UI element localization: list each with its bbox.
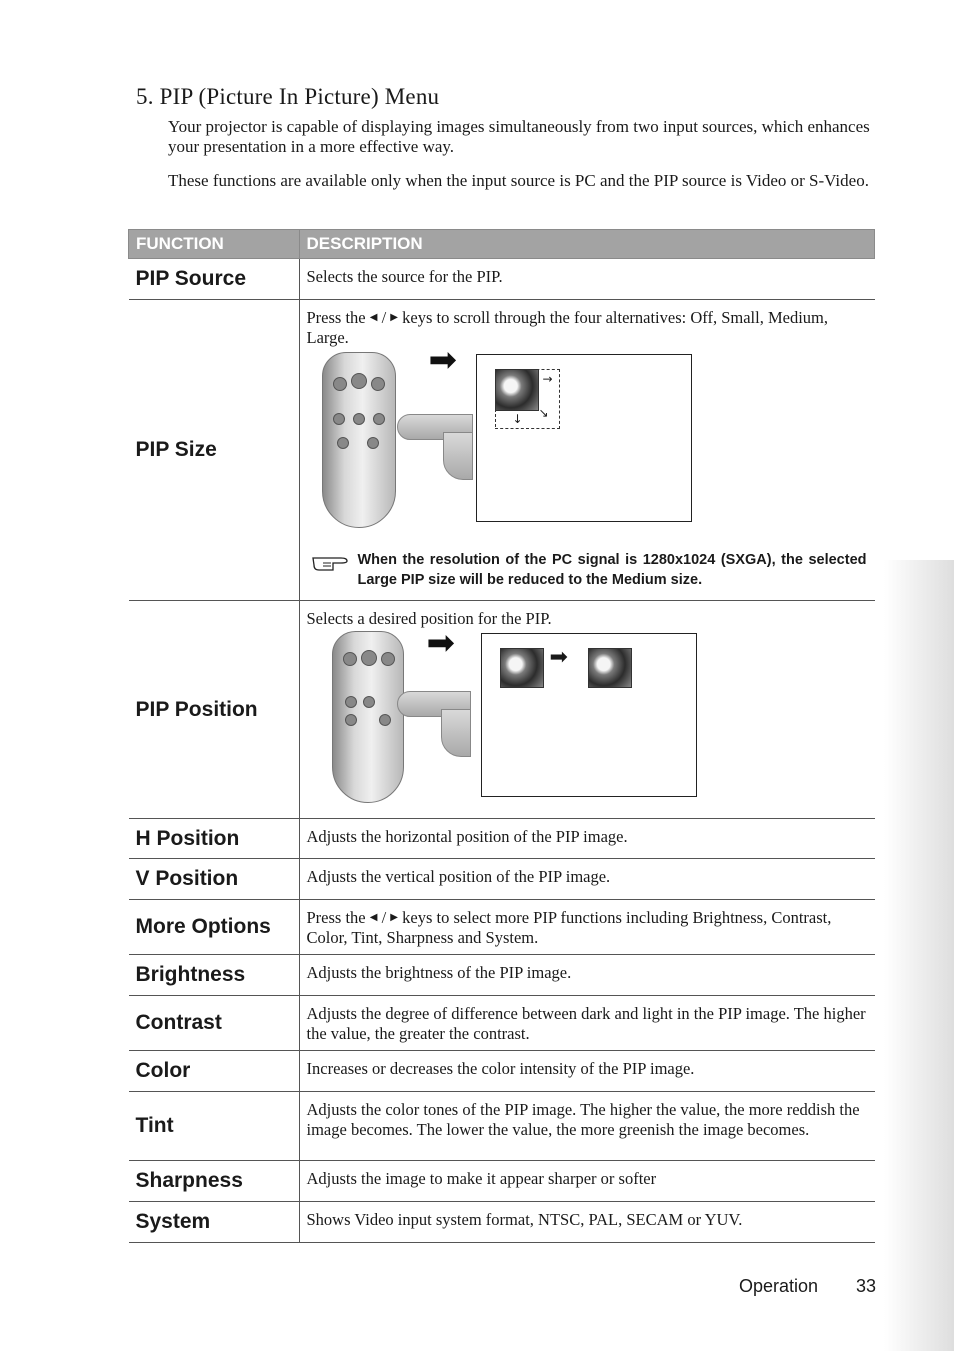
header-function: FUNCTION <box>129 230 300 259</box>
intro-paragraph-2: These functions are available only when the input source is PC and the PIP source is Video or S-Video. <box>168 171 869 190</box>
table-row <box>129 601 875 819</box>
header-description: DESCRIPTION <box>299 230 875 259</box>
function-pip-source: PIP Source <box>129 259 300 300</box>
table-row <box>129 955 875 996</box>
table-row <box>129 1161 875 1202</box>
remote-control-image <box>332 631 404 803</box>
screen-diagram <box>476 354 692 522</box>
table-header-row <box>129 230 875 259</box>
description-more-options: Press the ◀ / ▶ keys to select more PIP functions including Brightness, Contrast, Color, Tint, Sharpness and System. <box>299 900 875 955</box>
description-color: Increases or decreases the color intensity of the PIP image. <box>299 1051 875 1092</box>
function-v-position: V Position <box>129 859 300 900</box>
description-pip-size <box>299 300 875 601</box>
pip-size-text: Press the ◀ / ▶ keys to scroll through the four alternatives: Off, Small, Medium, Large. <box>306 308 828 347</box>
function-color: Color <box>129 1051 300 1092</box>
description-pip-position: Selects a desired position for the PIP. ➡ ➡ <box>299 601 875 819</box>
pip-size-illustration <box>307 340 867 548</box>
function-contrast: Contrast <box>129 996 300 1051</box>
intro-paragraph-1: Your projector is capable of displaying images simultaneously from two input sources, which enhances your presentation in a more effective way. <box>168 117 870 156</box>
description-h-position: Adjusts the horizontal position of the PIP image. <box>299 819 875 859</box>
footer-page-number: 33 <box>856 1276 877 1296</box>
table-row <box>129 859 875 900</box>
pip-image-before <box>500 648 544 688</box>
table-row <box>129 1202 875 1243</box>
table-row <box>129 1092 875 1161</box>
description-contrast: Adjusts the degree of difference between dark and light in the PIP image. The higher the value, the greater the contrast. <box>299 996 875 1051</box>
right-triangle-key-icon: ▶ <box>390 912 398 923</box>
description-sharpness: Adjusts the image to make it appear sharper or softer <box>299 1161 875 1202</box>
function-sharpness: Sharpness <box>129 1161 300 1202</box>
page-background-decoration <box>884 560 954 1351</box>
expand-diagonal-arrow-icon: ↘ <box>538 406 549 420</box>
right-arrow-icon: ➡ <box>428 340 457 380</box>
function-system: System <box>129 1202 300 1243</box>
left-triangle-key-icon: ◀ <box>369 312 378 323</box>
table-row <box>129 300 875 601</box>
right-triangle-key-icon: ▶ <box>390 312 398 323</box>
description-brightness: Adjusts the brightness of the PIP image. <box>299 955 875 996</box>
remote-control-image <box>322 352 396 528</box>
pip-position-illustration <box>307 623 867 809</box>
description-pip-source: Selects the source for the PIP. <box>299 259 875 300</box>
function-h-position: H Position <box>129 819 300 859</box>
table-row <box>129 900 875 955</box>
table-row <box>129 819 875 859</box>
pip-image-after <box>588 648 632 688</box>
table-row <box>129 1051 875 1092</box>
move-arrow-icon: ➡ <box>549 645 568 670</box>
screen-diagram <box>481 633 697 797</box>
right-arrow-icon: ➡ <box>426 623 455 663</box>
description-v-position: Adjusts the vertical position of the PIP image. <box>299 859 875 900</box>
function-tint: Tint <box>129 1092 300 1161</box>
left-triangle-key-icon: ◀ <box>369 912 378 923</box>
section-title: 5. PIP (Picture In Picture) Menu <box>136 84 440 109</box>
expand-right-arrow-icon: → <box>542 372 553 386</box>
table-row <box>129 259 875 300</box>
function-pip-position: PIP Position <box>129 601 300 819</box>
description-system: Shows Video input system format, NTSC, PAL, SECAM or YUV. <box>299 1202 875 1243</box>
expand-down-arrow-icon: ↓ <box>512 412 523 426</box>
function-brightness: Brightness <box>129 955 300 996</box>
table-row <box>129 996 875 1051</box>
footer-section-label: Operation <box>739 1276 819 1296</box>
resolution-note: When the resolution of the PC signal is 1280x1024 (SXGA), the selected Large PIP size will be reduced to the Medium size. <box>307 550 867 590</box>
function-pip-size: PIP Size <box>129 300 300 601</box>
function-more-options: More Options <box>129 900 300 955</box>
pip-function-table <box>128 229 875 1243</box>
pointing-hand-note-icon <box>311 552 349 572</box>
description-tint: Adjusts the color tones of the PIP image. The higher the value, the more reddish the image becomes. The lower the value, the more greenish the image becomes. <box>299 1092 875 1161</box>
